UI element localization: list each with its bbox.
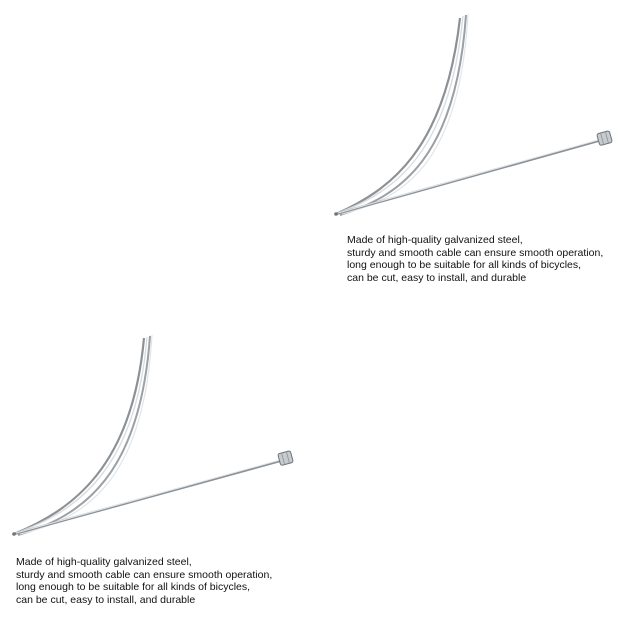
description-line: long enough to be suitable for all kinds of bicycles, [16, 581, 251, 593]
description-line: long enough to be suitable for all kinds of bicycles, [347, 259, 582, 271]
brake-cable-image [0, 320, 320, 560]
product-panel-bottom-left [0, 320, 320, 640]
description-line: Made of high-quality galvanized steel, [347, 234, 523, 246]
description-line: can be cut, easy to install, and durable [347, 271, 527, 284]
product-description [16, 556, 272, 606]
description-line: Made of high-quality galvanized steel, [16, 556, 192, 568]
product-panel-top-right [320, 0, 640, 320]
description-line: can be cut, easy to install, and durable [16, 593, 196, 606]
description-line: sturdy and smooth cable can ensure smooth operation, [16, 568, 273, 581]
product-description [347, 234, 603, 284]
description-line: sturdy and smooth cable can ensure smooth operation, [347, 246, 604, 259]
brake-cable-image [320, 0, 640, 240]
